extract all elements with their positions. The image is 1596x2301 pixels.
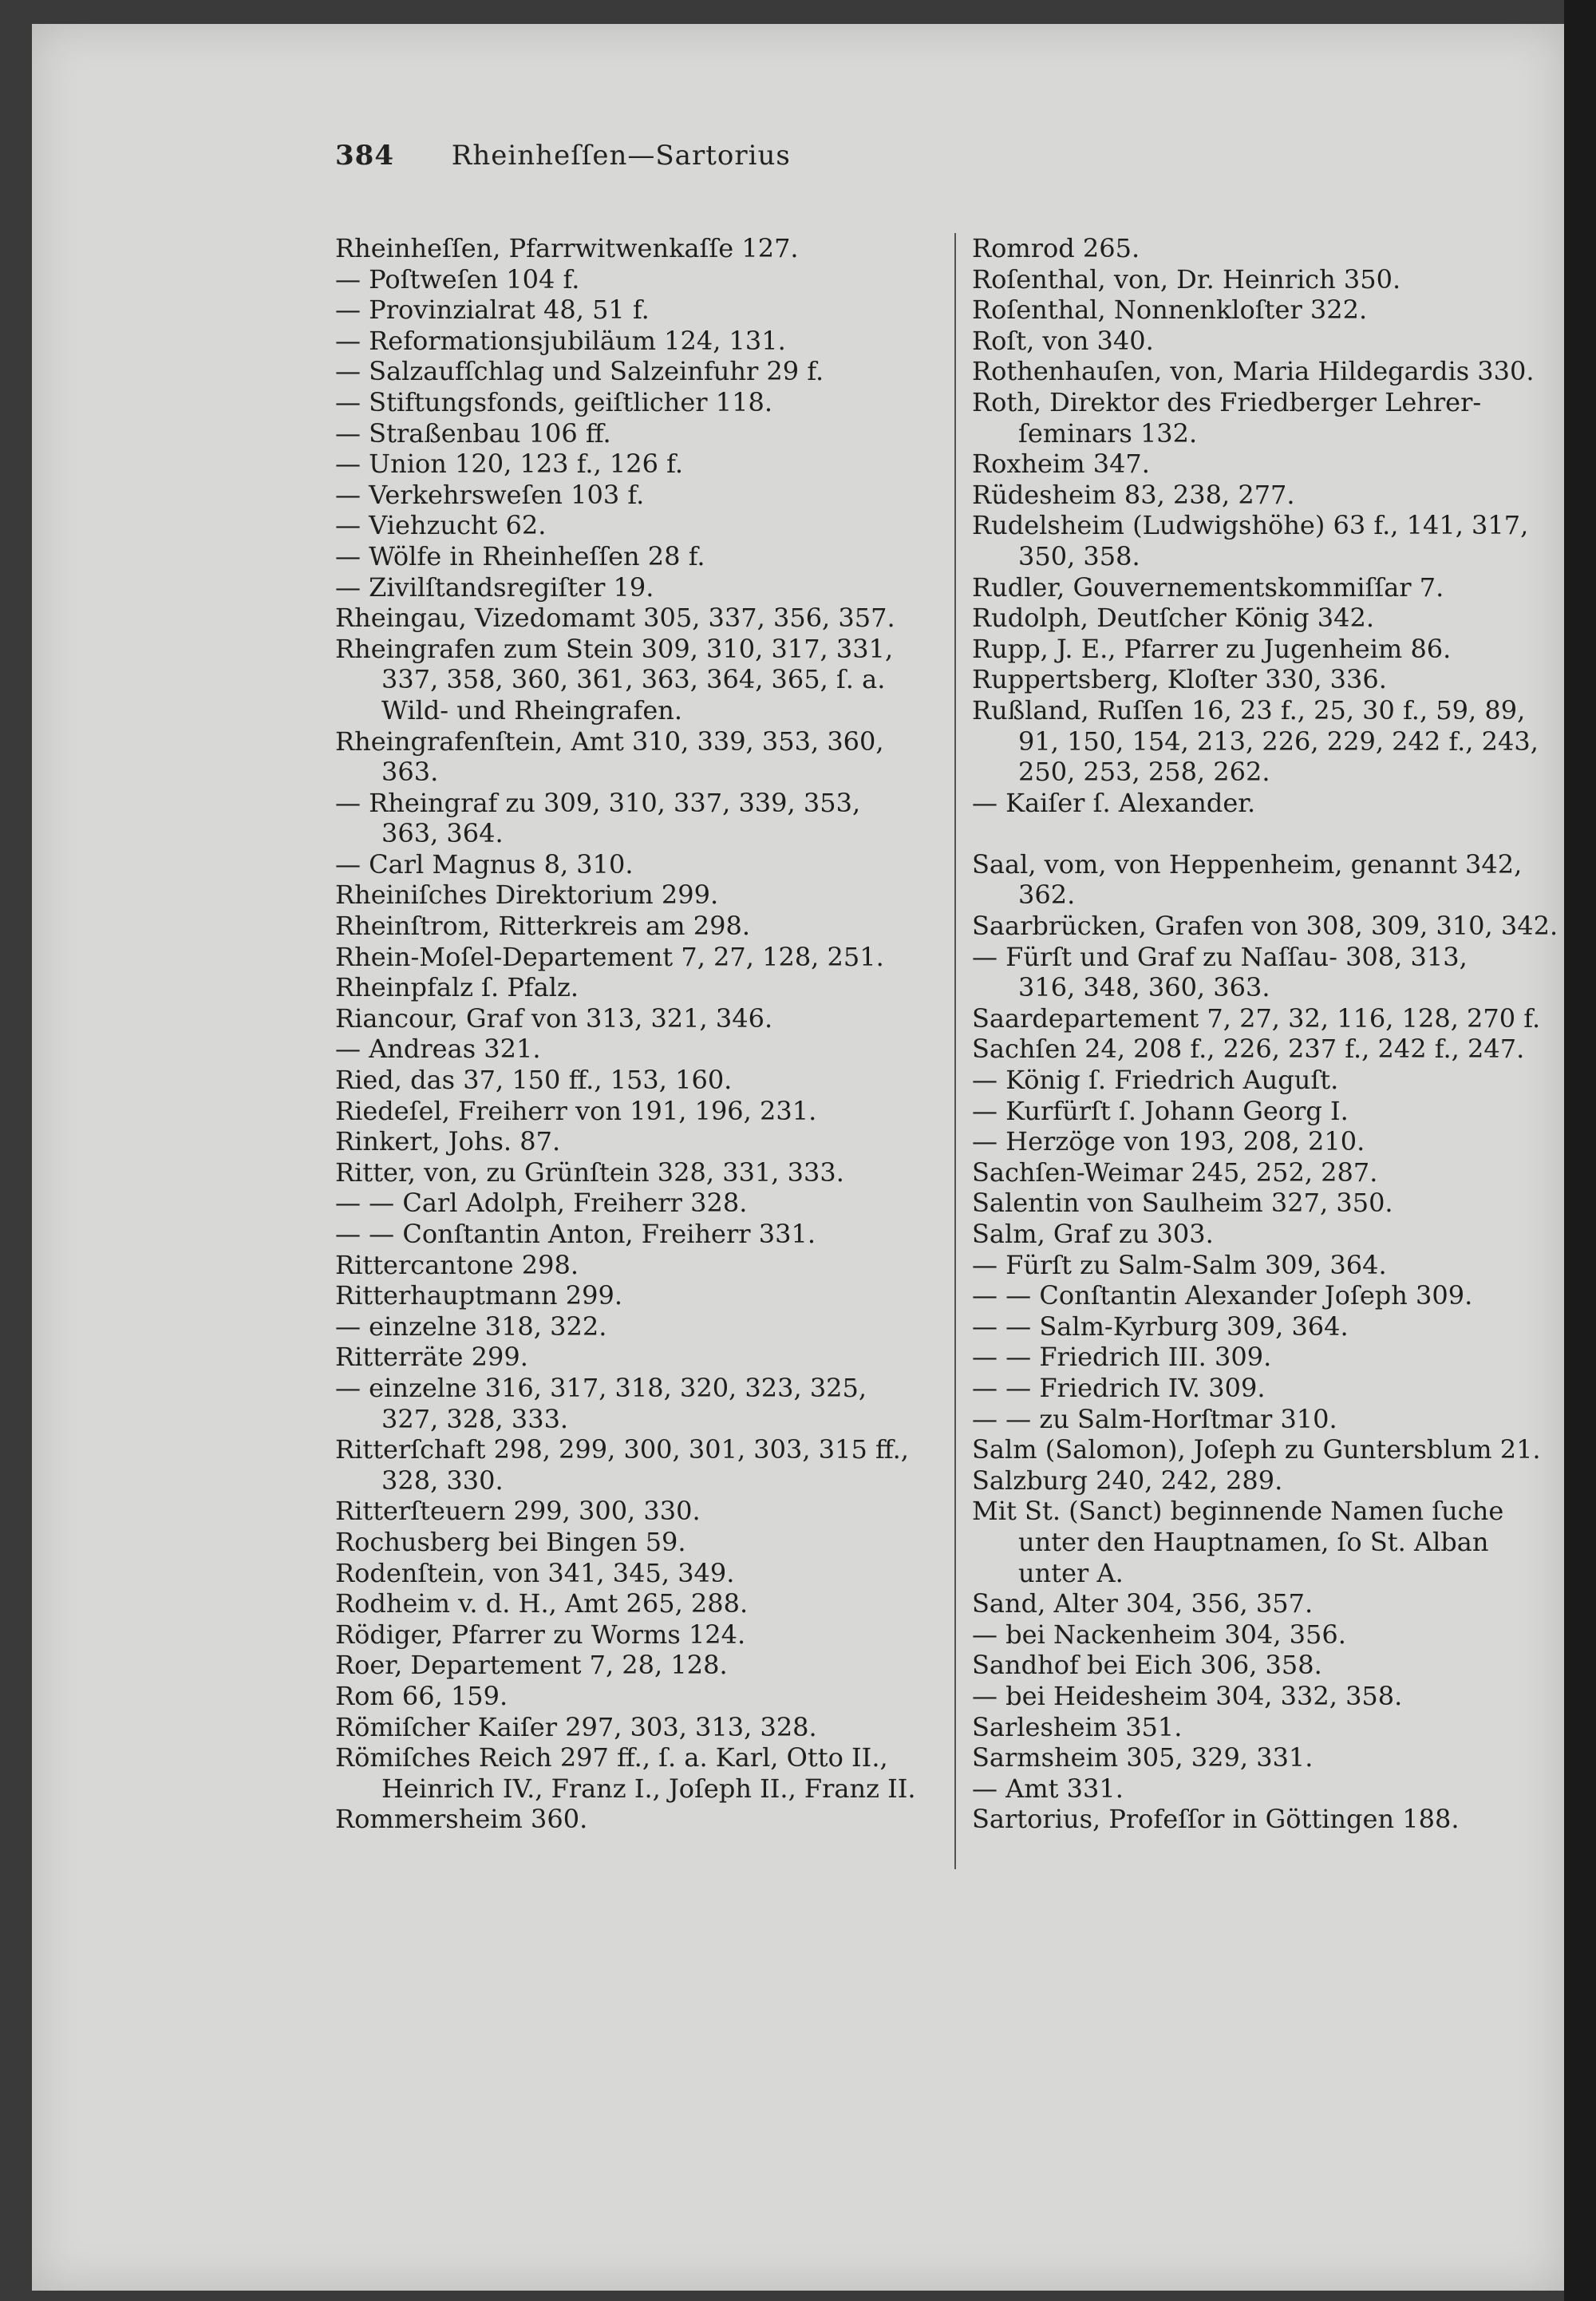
- page-header: [335, 140, 791, 172]
- index-entry-line: unter den Hauptnamen, ſo St. Alban: [1018, 1526, 1489, 1557]
- index-entry-line: — Kaiſer ſ. Alexander.: [972, 787, 1256, 818]
- running-title: Rheinheſſen—Sartorius: [451, 140, 791, 172]
- index-entry-line: — Provinzialrat 48, 51 f.: [335, 295, 650, 326]
- index-entry-line: — Andreas 321.: [335, 1034, 541, 1065]
- index-entry-line: Rödiger, Pfarrer zu Worms 124.: [335, 1619, 746, 1650]
- index-entry-line: — einzelne 316, 317, 318, 320, 323, 325,: [335, 1372, 867, 1403]
- page-number: 384: [335, 140, 394, 172]
- index-entry-line: Sand, Alter 304, 356, 357.: [972, 1588, 1314, 1619]
- index-entry-line: Saarbrücken, Grafen von 308, 309, 310, 342.: [972, 911, 1558, 942]
- index-entry-line: Rochusberg bei Bingen 59.: [335, 1526, 686, 1557]
- index-column-left: [335, 233, 942, 1835]
- index-entry-line: Rommersheim 360.: [335, 1804, 588, 1835]
- index-entry-line: Ritter, von, zu Grünſtein 328, 331, 333.: [335, 1156, 844, 1188]
- index-entry-line: — — Carl Adolph, Freiherr 328.: [335, 1188, 748, 1219]
- index-entry-line: Roſt, von 340.: [972, 325, 1154, 356]
- index-entry-line: Rudolph, Deutſcher König 342.: [972, 603, 1375, 634]
- index-entry-line: — Straßenbau 106 ff.: [335, 417, 611, 449]
- index-entry-line: — Zivilſtandsregiſter 19.: [335, 571, 654, 603]
- index-entry-line: Sandhof bei Eich 306, 358.: [972, 1650, 1322, 1681]
- index-entry-line: Sarlesheim 351.: [972, 1711, 1183, 1742]
- index-entry-line: Rheinheſſen, Pfarrwitwenkaſſe 127.: [335, 233, 799, 263]
- index-entry-line: Rheingrafenſtein, Amt 310, 339, 353, 360,: [335, 725, 884, 757]
- index-entry-line: Römiſches Reich 297 ff., ſ. a. Karl, Otto II.,: [335, 1742, 888, 1773]
- index-entry-line: Roſenthal, Nonnenkloſter 322.: [972, 295, 1368, 326]
- index-entry-line: Salm, Graf zu 303.: [972, 1219, 1214, 1249]
- index-entry-line: — Union 120, 123 f., 126 f.: [335, 449, 684, 480]
- index-entry-line: Rußland, Ruſſen 16, 23 f., 25, 30 f., 59, 89,: [972, 694, 1526, 725]
- index-entry-line: — Fürſt und Graf zu Naſſau- 308, 313,: [972, 941, 1468, 972]
- index-entry-line: 362.: [1018, 880, 1076, 911]
- index-entry-line: Rom 66, 159.: [335, 1680, 508, 1711]
- index-entry-line: Rheingau, Vizedomamt 305, 337, 356, 357.: [335, 603, 895, 634]
- index-entry-line: Roer, Departement 7, 28, 128.: [335, 1650, 728, 1681]
- index-entry-line: Ried, das 37, 150 ff., 153, 160.: [335, 1065, 733, 1096]
- index-entry-line: 327, 328, 333.: [381, 1403, 569, 1434]
- index-entry-line: Römiſcher Kaiſer 297, 303, 313, 328.: [335, 1711, 817, 1742]
- index-entry-line: Mit St. (Sanct) beginnende Namen ſuche: [972, 1496, 1504, 1527]
- index-entry-line: ſeminars 132.: [1018, 417, 1198, 449]
- index-entry-line: Rudler, Gouvernementskommiſſar 7.: [972, 571, 1444, 603]
- index-entry-line: Saal, vom, von Heppenheim, genannt 342,: [972, 848, 1523, 880]
- index-entry-line: Sachſen-Weimar 245, 252, 287.: [972, 1156, 1378, 1188]
- index-entry-line: — — zu Salm-Horſtmar 310.: [972, 1403, 1337, 1434]
- index-entry-line: Rothenhauſen, von, Maria Hildegardis 330.: [972, 356, 1535, 387]
- index-entry-line: — bei Nackenheim 304, 356.: [972, 1619, 1346, 1650]
- index-entry-line: Rupp, J. E., Pfarrer zu Jugenheim 86.: [972, 633, 1452, 664]
- index-entry-line: — — Friedrich IV. 309.: [972, 1372, 1266, 1403]
- index-entry-line: unter A.: [1018, 1557, 1124, 1588]
- index-entry-line: Rodenſtein, von 341, 345, 349.: [335, 1557, 735, 1588]
- index-entry-line: Sachſen 24, 208 f., 226, 237 f., 242 f., 247.: [972, 1034, 1525, 1065]
- index-entry-line: — Stiftungsfonds, geiſtlicher 118.: [335, 386, 772, 417]
- index-entry-line: — Rheingraf zu 309, 310, 337, 339, 353,: [335, 787, 861, 818]
- index-entry-line: — Verkehrsweſen 103 f.: [335, 479, 645, 510]
- index-entry-line: Ritterhauptmann 299.: [335, 1280, 622, 1311]
- index-entry-line: Rinkert, Johs. 87.: [335, 1126, 561, 1157]
- index-entry-line: 350, 358.: [1018, 540, 1140, 571]
- index-entry-line: Rheinſtrom, Ritterkreis am 298.: [335, 911, 751, 942]
- index-entry-line: — Salzaufſchlag und Salzeinfuhr 29 f.: [335, 356, 824, 387]
- index-entry-line: Rheinpfalz ſ. Pfalz.: [335, 972, 579, 1003]
- index-entry-line: Roſenthal, von, Dr. Heinrich 350.: [972, 263, 1401, 295]
- column-divider: [954, 233, 956, 1869]
- index-entry-line: Rüdesheim 83, 238, 277.: [972, 479, 1295, 510]
- index-entry-line: Ritterräte 299.: [335, 1342, 528, 1373]
- index-entry-line: Roxheim 347.: [972, 449, 1150, 480]
- index-entry-line: — bei Heidesheim 304, 332, 358.: [972, 1680, 1403, 1711]
- index-entry-line: — einzelne 318, 322.: [335, 1311, 607, 1342]
- index-entry-line: Ritterſteuern 299, 300, 330.: [335, 1496, 701, 1527]
- index-entry-line: Wild- und Rheingrafen.: [381, 694, 683, 725]
- index-entry-line: — Amt 331.: [972, 1773, 1124, 1804]
- index-entry-line: 328, 330.: [381, 1465, 504, 1496]
- index-entry-line: — Viehzucht 62.: [335, 510, 547, 541]
- index-entry-line: — Kurfürſt ſ. Johann Georg I.: [972, 1095, 1349, 1126]
- index-entry-line: — Fürſt zu Salm-Salm 309, 364.: [972, 1249, 1387, 1280]
- index-entry-line: Rheiniſches Direktorium 299.: [335, 880, 719, 911]
- index-entry-line: Rodheim v. d. H., Amt 265, 288.: [335, 1588, 749, 1619]
- index-entry-line: — Wölfe in Rheinheſſen 28 f.: [335, 540, 705, 571]
- index-entry-line: Salzburg 240, 242, 289.: [972, 1465, 1283, 1496]
- index-entry-line: — Poſtweſen 104 f.: [335, 263, 580, 295]
- index-entry-line: Romrod 265.: [972, 233, 1140, 263]
- index-entry-line: — — Conſtantin Alexander Joſeph 309.: [972, 1280, 1473, 1311]
- index-entry-line: Rhein-Moſel-Departement 7, 27, 128, 251.: [335, 941, 884, 972]
- index-entry-line: 363.: [381, 757, 439, 788]
- index-entry-line: Ruppertsberg, Kloſter 330, 336.: [972, 664, 1387, 695]
- index-entry-line: Saardepartement 7, 27, 32, 116, 128, 270 f.: [972, 1002, 1541, 1034]
- index-entry-line: 363, 364.: [381, 818, 504, 849]
- index-entry-line: Sartorius, Profeſſor in Göttingen 188.: [972, 1804, 1460, 1835]
- index-entry-line: [972, 818, 1562, 849]
- index-entry-line: Rheingrafen zum Stein 309, 310, 317, 331,: [335, 633, 894, 664]
- index-entry-line: Riedeſel, Freiherr von 191, 196, 231.: [335, 1095, 817, 1126]
- index-entry-line: — — Friedrich III. 309.: [972, 1342, 1272, 1373]
- index-entry-line: Roth, Direktor des Friedberger Lehrer-: [972, 386, 1482, 417]
- index-entry-line: Rittercantone 298.: [335, 1249, 579, 1280]
- index-entry-line: — Carl Magnus 8, 310.: [335, 848, 634, 880]
- scan-edge: [1564, 0, 1596, 2301]
- index-entry-line: — König ſ. Friedrich Auguſt.: [972, 1065, 1339, 1096]
- index-entry-line: Salentin von Saulheim 327, 350.: [972, 1188, 1393, 1219]
- index-column-right: [972, 233, 1562, 1835]
- index-entry-line: 250, 253, 258, 262.: [1018, 757, 1270, 788]
- index-entry-line: Sarmsheim 305, 329, 331.: [972, 1742, 1314, 1773]
- index-entry-line: Salm (Salomon), Joſeph zu Guntersblum 21.: [972, 1434, 1541, 1465]
- index-entry-line: Heinrich IV., Franz I., Joſeph II., Franz II.: [381, 1773, 916, 1804]
- index-entry-line: — — Conſtantin Anton, Freiherr 331.: [335, 1219, 816, 1249]
- index-entry-line: Ritterſchaft 298, 299, 300, 301, 303, 315 ff.,: [335, 1434, 909, 1465]
- index-entry-line: — — Salm-Kyrburg 309, 364.: [972, 1311, 1349, 1342]
- index-entry-line: Riancour, Graf von 313, 321, 346.: [335, 1002, 773, 1034]
- index-entry-line: 316, 348, 360, 363.: [1018, 972, 1270, 1003]
- index-entry-line: — Reformationsjubiläum 124, 131.: [335, 325, 786, 356]
- index-entry-line: Rudelsheim (Ludwigshöhe) 63 f., 141, 317,: [972, 510, 1529, 541]
- index-entry-line: — Herzöge von 193, 208, 210.: [972, 1126, 1365, 1157]
- index-entry-line: 337, 358, 360, 361, 363, 364, 365, ſ. a.: [381, 664, 886, 695]
- index-entry-line: 91, 150, 154, 213, 226, 229, 242 f., 243,: [1018, 725, 1539, 757]
